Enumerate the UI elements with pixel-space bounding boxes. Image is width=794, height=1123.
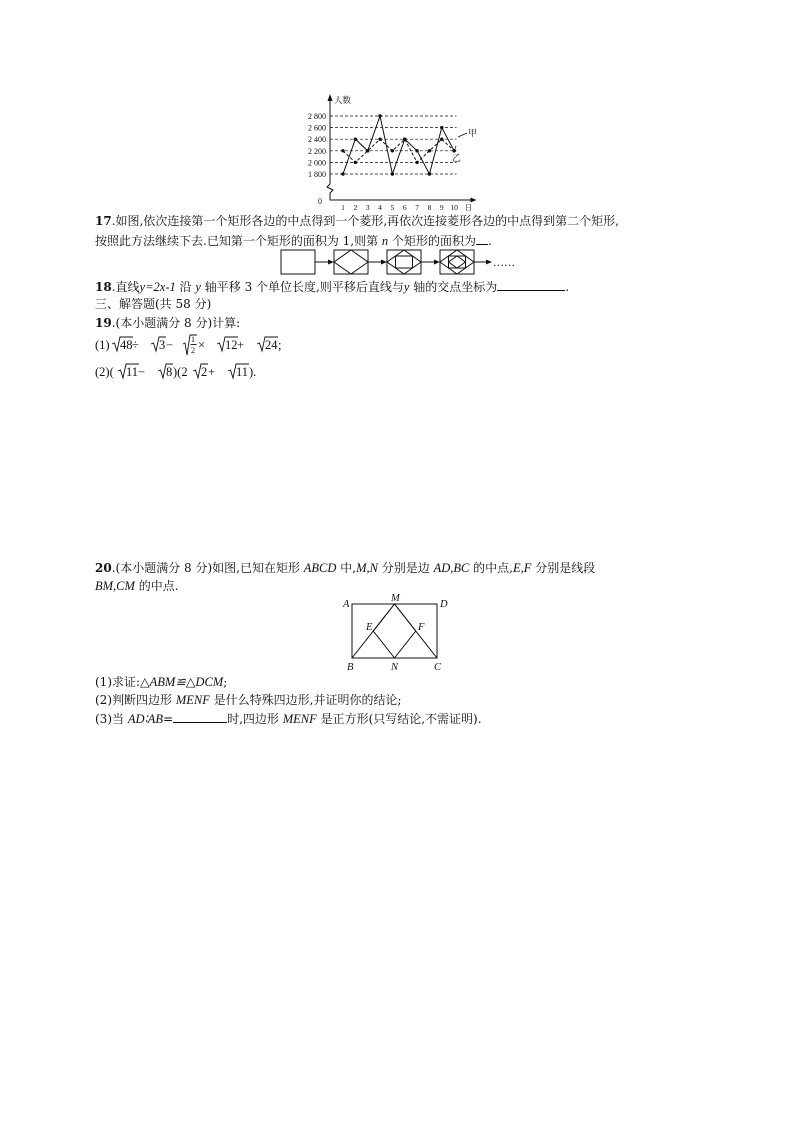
q17-rhombus-3 (387, 250, 421, 274)
y-tick-label: 2 600 (308, 123, 326, 133)
q17-inner-rect-3 (396, 256, 413, 268)
q19-p1-r12: 12 (225, 338, 238, 352)
line-chart (292, 90, 512, 216)
q20-p3f: 是正方形(只写结论,不需证明). (316, 712, 482, 726)
q20-p1a: (1)求证: (95, 675, 141, 689)
x-tick-label: 5 (390, 203, 395, 212)
label-f: F (418, 622, 425, 633)
data-point-jia (391, 172, 394, 175)
q20-line2 (95, 578, 179, 594)
q20-answer-blank[interactable] (173, 710, 227, 723)
q17-inner-rect-4 (449, 256, 466, 268)
q20-part2 (95, 692, 402, 708)
q20-bmcm: BM,CM (95, 579, 135, 593)
q17-text2a: 按照此方法继续下去.已知第一个矩形的面积为 1,则第 (95, 234, 382, 248)
label-m: M (391, 593, 400, 604)
q19-intro-text: .(本小题满分 8 分)计算: (111, 316, 241, 330)
q20-p2c: 是什么特殊四边形,并证明你的结论; (209, 693, 402, 707)
q18-text-d: 轴的交点坐标为 (409, 280, 498, 294)
q19-p2-mid: )(2 (173, 365, 188, 379)
y-tick-label: 2 400 (308, 135, 326, 145)
y-tick-label: 2 800 (308, 112, 326, 121)
q17-answer-blank[interactable] (476, 232, 488, 245)
x-tick-label: 9 (439, 203, 444, 212)
series-label-yi: 乙 (452, 153, 462, 163)
x-axis-arrow (471, 198, 477, 203)
q17-text2b: 个矩形的面积为 (388, 234, 476, 248)
x-tick-label: 10 (450, 203, 458, 212)
y-axis-label: 人数 (334, 95, 352, 105)
data-point-jia (341, 172, 344, 175)
q20-p1b: △ABM≌△DCM (140, 675, 224, 689)
x-tick-label: 7 (415, 203, 419, 212)
q17-arrowhead-4 (486, 260, 492, 265)
q18-text-c: 轴平移 3 个单位长度,则平移后直线与 (200, 280, 404, 294)
label-d: D (440, 599, 448, 610)
q19-p2-plus: + (208, 365, 216, 379)
x-tick-label: 3 (365, 203, 370, 212)
q20-mn: M,N (356, 561, 378, 575)
data-point-yi (403, 138, 406, 141)
x-tick-label: 1 (341, 203, 345, 212)
q17-end: . (487, 234, 492, 248)
data-point-jia (428, 172, 431, 175)
q20-abcd: ABCD (303, 561, 337, 575)
label-c: C (434, 662, 442, 673)
q19-p1-r24: 24 (265, 338, 278, 352)
q20-text-2: 的中点. (134, 579, 179, 593)
quadrilateral-menf (373, 604, 416, 658)
q17-rect-4 (440, 250, 474, 274)
label-e: E (366, 622, 373, 633)
y-tick-label: 1 800 (308, 170, 326, 179)
series-label-jia: 甲 (468, 128, 478, 138)
q20-text-1b: 中, (336, 561, 357, 575)
q17-rect-3 (387, 250, 421, 274)
q19-p1-label: (1) (95, 338, 110, 352)
q18-line (95, 278, 569, 295)
q17-inner-rhombus-4 (449, 256, 466, 268)
q17-arrowhead-3 (434, 260, 440, 265)
q17-arrowhead-1 (328, 260, 334, 265)
q20-part1 (95, 674, 227, 690)
q20-p3e: MENF (282, 712, 317, 726)
q18-end: . (565, 280, 570, 294)
q19-p2-minus: − (138, 365, 146, 379)
data-point-yi (391, 149, 394, 152)
q19-p1-end: ; (278, 338, 282, 352)
q19-p1-minus: − (166, 338, 174, 352)
section-3-title: 三、解答题(共 58 分) (95, 297, 212, 311)
q17-number: 17 (95, 214, 112, 228)
label-n: N (391, 662, 399, 673)
q19-p1-plus: + (237, 338, 245, 352)
y-tick-label: 2 000 (308, 158, 326, 168)
q17-text1: .如图,依次连接第一个矩形各边的中点得到一个菱形,再依次连接菱形各边的中点得到第二个矩形, (111, 214, 619, 228)
q20-text-1c: 分别是边 (377, 561, 434, 575)
q19-part2 (95, 360, 295, 382)
q20-number: 20 (95, 561, 112, 575)
data-point-yi (440, 138, 443, 141)
q19-p2-r2: 2 (201, 365, 208, 379)
q18-text-b: 沿 (175, 280, 196, 294)
q20-text-1e: 分别是线段 (531, 561, 596, 575)
q19-p1-half-den: 2 (191, 346, 195, 355)
series-label-jia-leader (458, 133, 467, 137)
q19-p2-r11b: 11 (236, 365, 249, 379)
q20-p3a: (3)当 (95, 712, 128, 726)
data-point-yi (428, 149, 431, 152)
q20-text-1a: .(本小题满分 8 分)如图,已知在矩形 (111, 561, 304, 575)
q20-line1 (95, 560, 595, 576)
q20-p2b: MENF (175, 693, 210, 707)
q20-adbc: AD,BC (433, 561, 470, 575)
q18-answer-blank[interactable] (497, 278, 565, 291)
q20-ef: E,F (512, 561, 532, 575)
q19-p1-div: ÷ (132, 338, 139, 352)
y-axis-break (327, 184, 333, 200)
q19-p2-r11a: 11 (126, 365, 139, 379)
x-tick-label: 2 (353, 203, 358, 212)
q18-equation: y=2x-1 (139, 280, 176, 294)
q17-arrowhead-2 (381, 260, 387, 265)
q19-number: 19 (95, 316, 112, 330)
q19-p1-times: × (198, 338, 206, 352)
q20-p1c: ; (223, 675, 228, 689)
q19-part1 (95, 333, 305, 357)
q20-text-1d: 的中点, (469, 561, 513, 575)
q17-rect-2 (334, 250, 368, 274)
data-point-yi (378, 138, 381, 141)
q20-p3d: 时,四边形 (227, 712, 283, 726)
data-point-jia (378, 114, 381, 117)
x-axis-end-label: 日 (464, 203, 473, 212)
data-point-yi (354, 161, 357, 164)
data-point-jia (440, 126, 443, 129)
data-point-jia (354, 138, 357, 141)
y-axis-arrow (328, 94, 333, 101)
q19-intro (95, 315, 240, 331)
q20-p2a: (2)判断四边形 (95, 693, 176, 707)
q18-number: 18 (95, 280, 112, 294)
q19-p1-r3: 3 (159, 338, 166, 352)
q19-p1-r48: 48 (120, 338, 133, 352)
q17-var-n: n (381, 234, 389, 248)
x-tick-label: 6 (402, 203, 407, 212)
y-zero-label: 0 (318, 197, 322, 206)
q17-line1 (95, 213, 619, 229)
q19-p1-half-num: 1 (191, 335, 195, 344)
q18-var-y2: y (403, 280, 410, 294)
q19-p2-r8: 8 (166, 365, 173, 379)
q20-p3b: AD∶AB (127, 712, 164, 726)
label-a: A (343, 599, 350, 610)
q20-p3c: = (163, 712, 174, 726)
q18-var-y1: y (195, 280, 201, 294)
q17-rect-1 (281, 250, 315, 274)
x-tick-label: 8 (427, 203, 432, 212)
q17-ellipsis: …… (493, 257, 515, 269)
q19-p2-end: ). (249, 365, 257, 379)
q17-rhombus-2 (334, 250, 368, 274)
q17-figure (278, 247, 518, 277)
data-point-yi (366, 149, 369, 152)
y-tick-label: 2 200 (308, 146, 326, 156)
q20-part3 (95, 710, 482, 727)
q18-text-a: .直线 (111, 280, 140, 294)
q19-p2-label: (2)( (95, 365, 114, 379)
data-point-yi (341, 149, 344, 152)
q17-rhombus-4 (440, 250, 474, 274)
q20-figure (340, 590, 455, 676)
data-point-jia (415, 149, 418, 152)
data-point-yi (415, 161, 418, 164)
x-tick-label: 4 (378, 203, 382, 212)
label-b: B (347, 662, 354, 673)
